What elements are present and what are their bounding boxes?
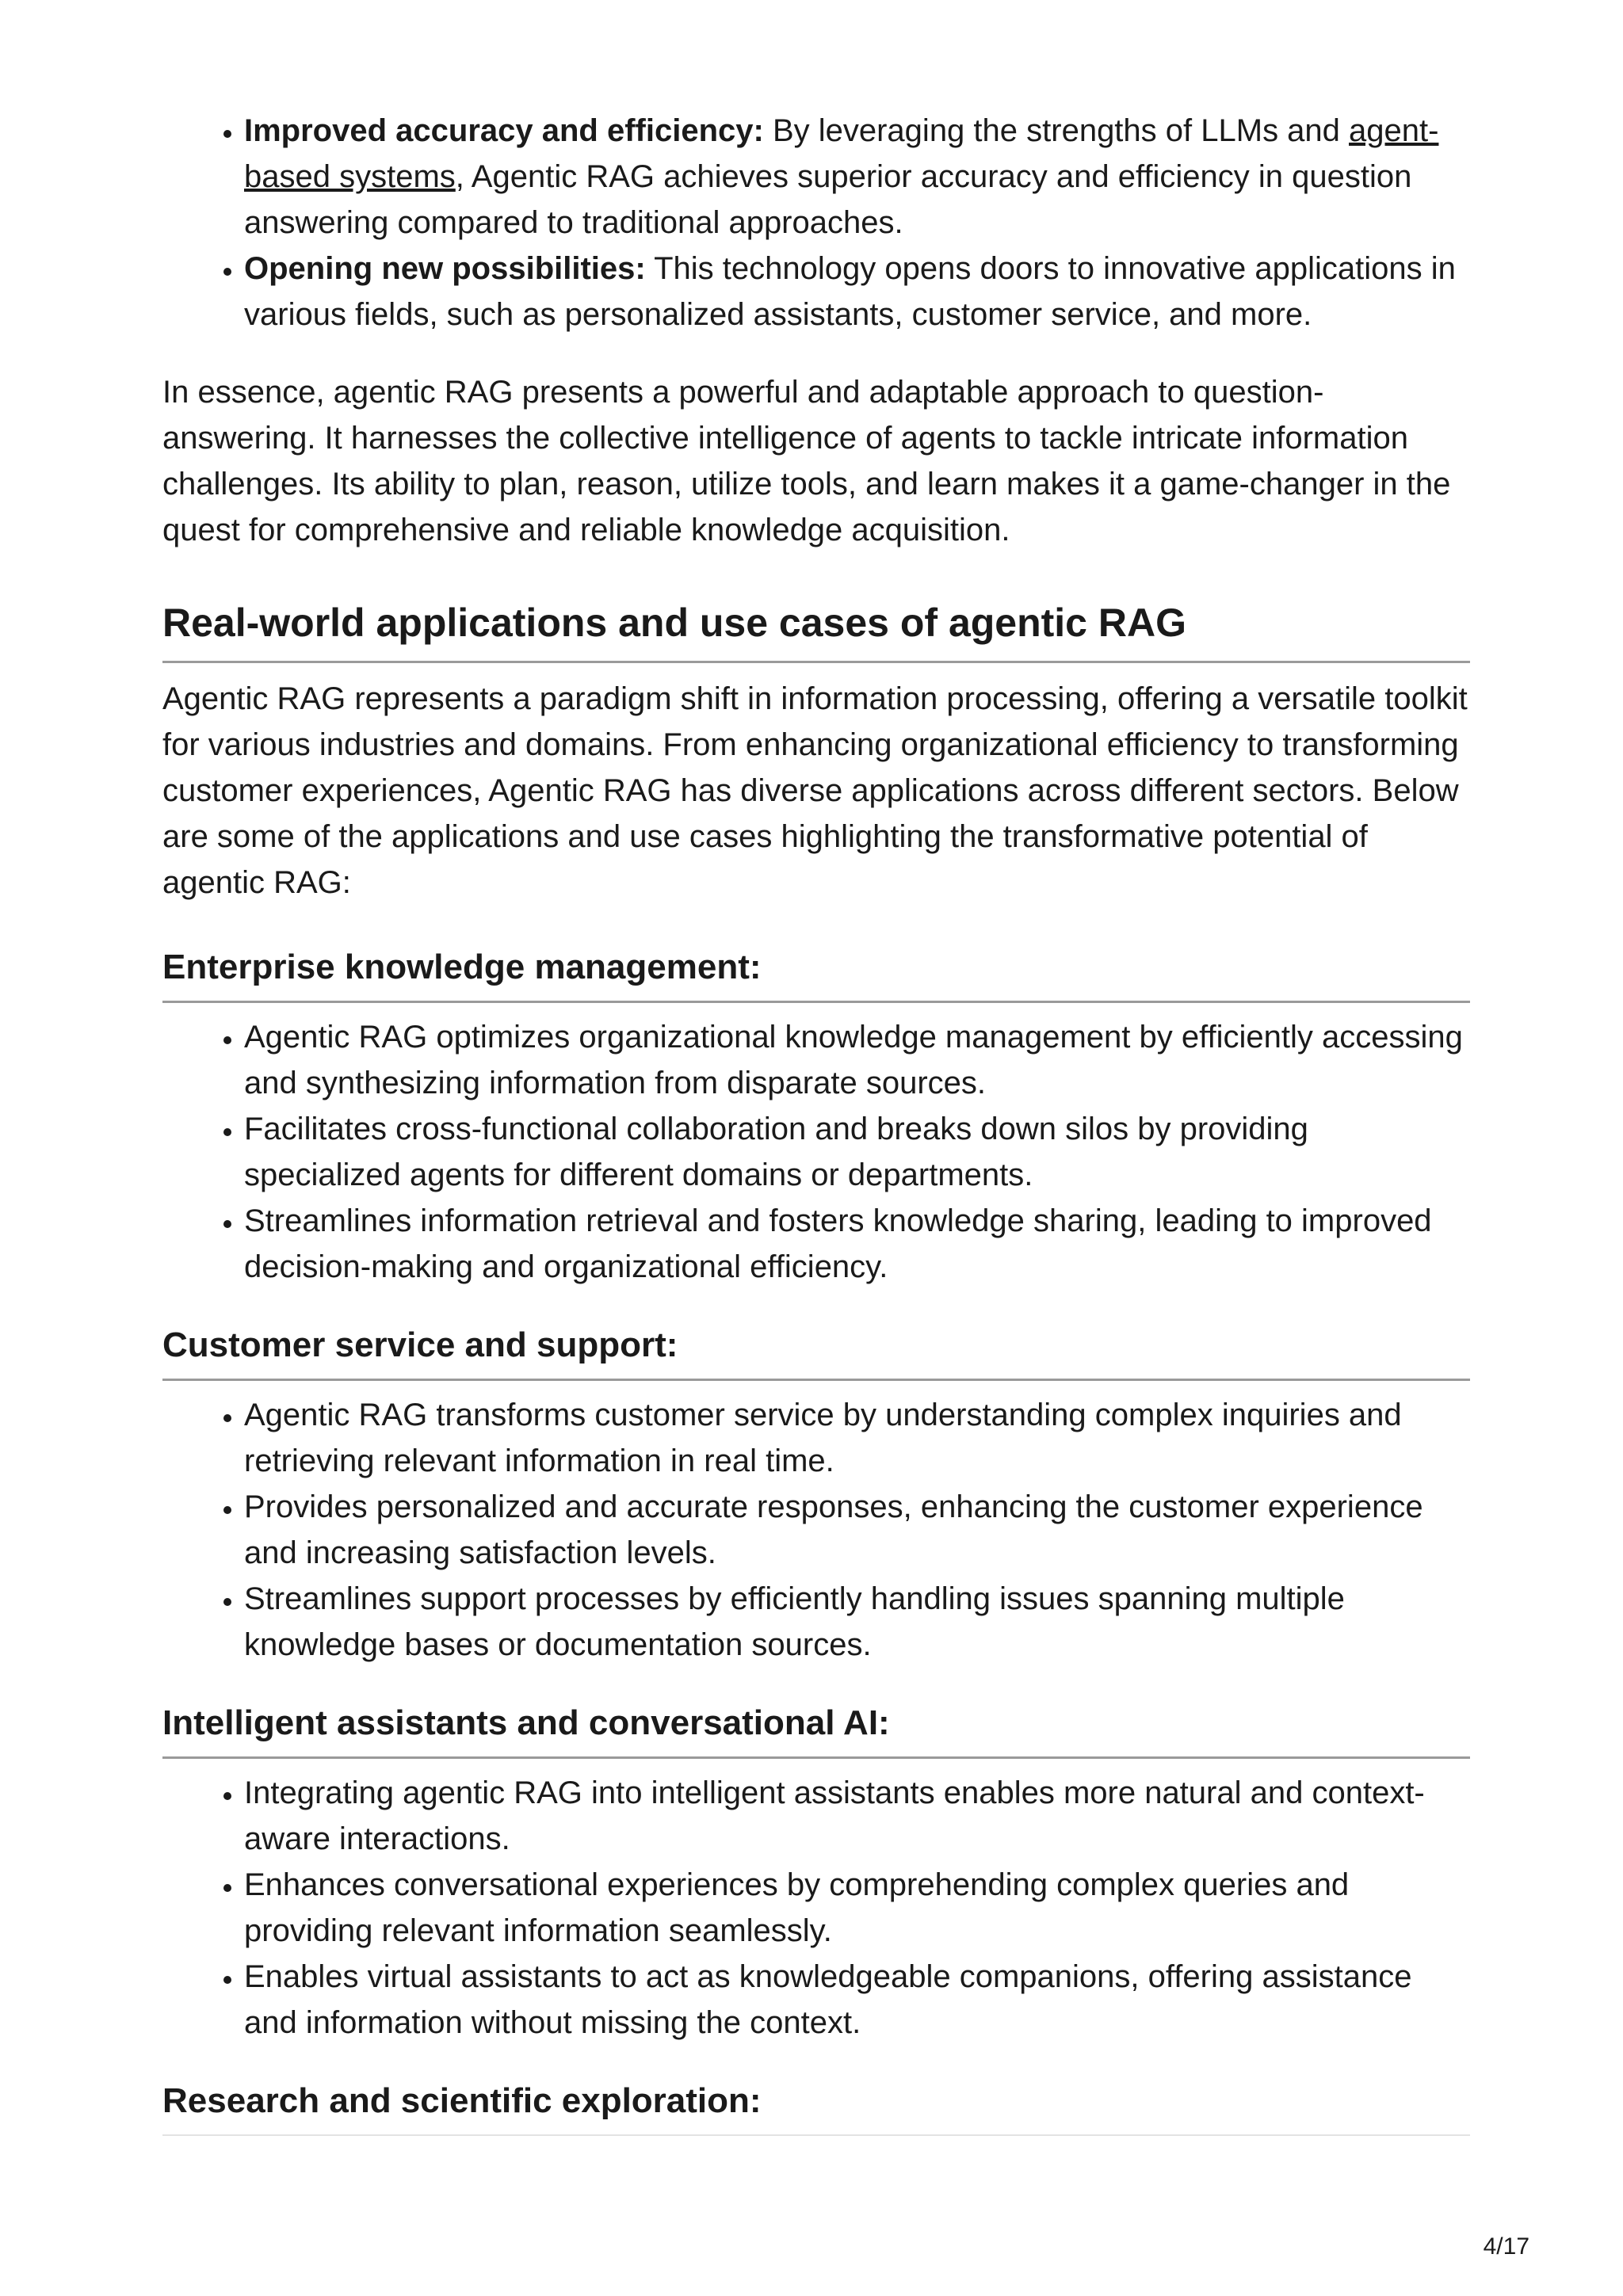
section-heading: Real-world applications and use cases of agentic RAG [162, 597, 1470, 663]
subsection-bullet-list [162, 1392, 1470, 1668]
list-item: • Agentic RAG optimizes organizational knowledge management by efficiently accessing and synthesizing information from disparate sources. [244, 1014, 1470, 1106]
subsection-heading: Enterprise knowledge management: [162, 945, 1470, 1003]
agent-based-systems-link[interactable]: agent-based systems [244, 113, 1439, 194]
list-item [244, 246, 1470, 338]
list-item: • Integrating agentic RAG into intelligent assistants enables more natural and context-aware interactions. [244, 1770, 1470, 1862]
list-item: • Enables virtual assistants to act as knowledgeable companions, offering assistance and information without missing the context. [244, 1954, 1470, 2046]
subsection-bullet-list [162, 1770, 1470, 2046]
list-item [244, 108, 1470, 246]
list-item-text: This technology opens doors to innovative applications in various fields, such as personalized assistants, customer service, and more. [244, 251, 1456, 332]
subsection-heading: Customer service and support: [162, 1323, 1470, 1381]
list-item: • Enhances conversational experiences by comprehending complex queries and providing relevant information seamlessly. [244, 1862, 1470, 1954]
section-intro-paragraph: Agentic RAG represents a paradigm shift in information processing, offering a versatile toolkit for various industries and domains. From enhancing organizational efficiency to transforming customer experiences, Agentic RAG has diverse applications across different sectors. Below are some of the applications and use cases highlighting the transformative potential of agentic RAG: [162, 681, 1468, 900]
subsection-heading: Intelligent assistants and conversational AI: [162, 1701, 1470, 1759]
list-item: • Provides personalized and accurate responses, enhancing the customer experience and increasing satisfaction levels. [244, 1484, 1470, 1576]
list-item: • Facilitates cross-functional collaboration and breaks down silos by providing specialized agents for different domains or departments. [244, 1106, 1470, 1198]
list-item: • Streamlines support processes by efficiently handling issues spanning multiple knowledge bases or documentation sources. [244, 1576, 1470, 1668]
subsection-bullet-list [162, 1014, 1470, 1290]
page-number: 4/17 [1483, 2233, 1529, 2260]
list-item-lead: Opening new possibilities: [244, 251, 646, 286]
essence-paragraph: In essence, agentic RAG presents a powerful and adaptable approach to question-answering. It harnesses the collective intelligence of agents to tackle intricate information challenges. Its ability to plan, reason, utilize tools, and learn makes it a game-changer in the quest for comprehensive and reliable knowledge acquisition. [162, 375, 1451, 547]
list-item: • Agentic RAG transforms customer service by understanding complex inquiries and retrieving relevant information in real time. [244, 1392, 1470, 1484]
document-content [162, 108, 1470, 2136]
list-item: • Streamlines information retrieval and fosters knowledge sharing, leading to improved decision-making and organizational efficiency. [244, 1198, 1470, 1290]
list-item-text: By leveraging the strengths of LLMs and [763, 113, 1350, 148]
list-item-lead: Improved accuracy and efficiency: [244, 113, 764, 148]
subsection-heading: Research and scientific exploration: [162, 2079, 1470, 2136]
list-item-text: , Agentic RAG achieves superior accuracy and efficiency in question answering compared to traditional approaches. [244, 159, 1412, 240]
intro-bullet-list [162, 108, 1470, 338]
